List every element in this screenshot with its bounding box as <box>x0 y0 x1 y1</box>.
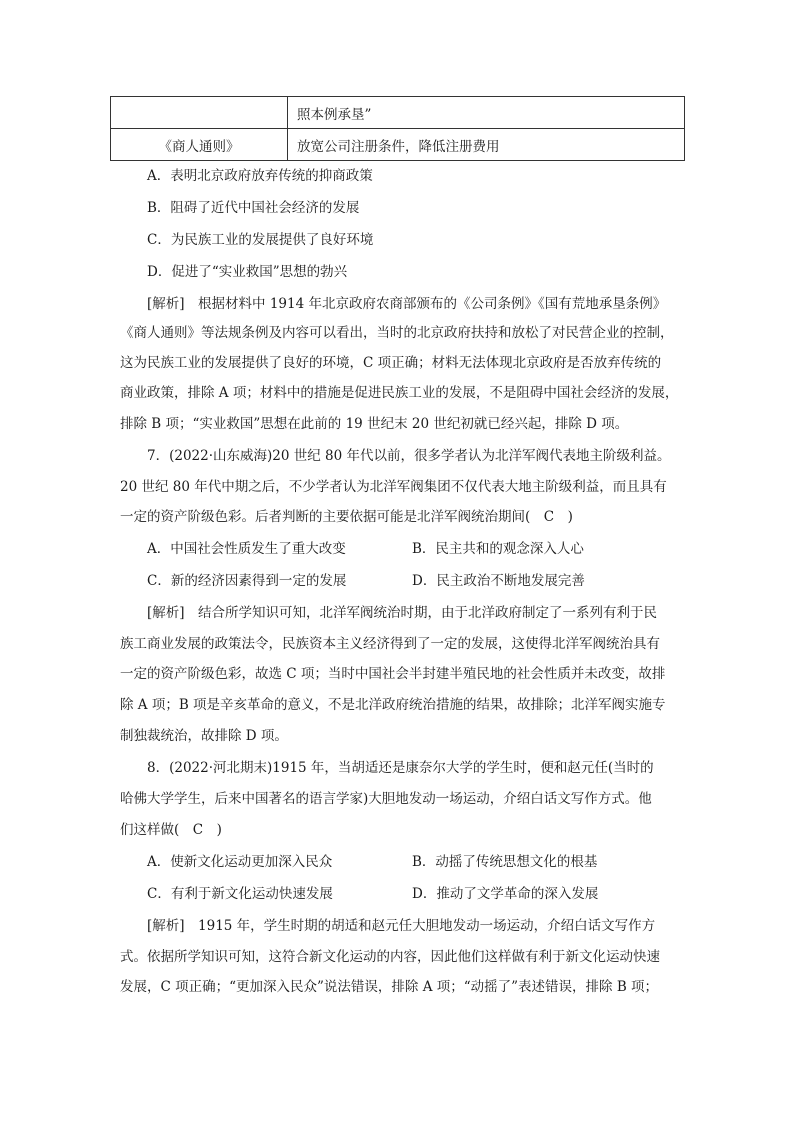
q6-analysis-line: 排除 B 项；“实业救国”思想在此前的 19 世纪末 20 世纪初就已经兴起，排除 D 项。 <box>120 416 629 432</box>
q8-option-b: B．动摇了传统思想文化的根基 <box>412 854 598 870</box>
q8-stem-line: 们这样做( C ) <box>120 822 222 838</box>
table-cell: 《商人通则》 <box>111 129 288 161</box>
table-cell: 照本例承垦” <box>288 97 685 129</box>
q8-option-a: A．使新文化运动更加深入民众 <box>147 854 333 870</box>
q6-analysis-line: [解析] 根据材料中 1914 年北京政府农商部颁布的《公司条例》《国有荒地承垦条例》 <box>147 296 667 312</box>
q8-analysis-line: [解析] 1915 年，学生时期的胡适和赵元任大胆地发动一场运动，介绍白话文写作方 <box>147 918 656 934</box>
q8-option-d: D．推动了文学革命的深入发展 <box>412 886 599 902</box>
q7-option-d: D．民主政治不断地发展完善 <box>412 573 585 589</box>
q6-option-a: A．表明北京政府放弃传统的抑商政策 <box>147 168 373 184</box>
q7-analysis-line: 族工商业发展的政策法令，民族资本主义经济得到了一定的发展，这使得北洋军阀统治具有 <box>120 636 660 652</box>
q7-option-c: C．新的经济因素得到一定的发展 <box>147 573 347 589</box>
q6-option-d: D．促进了“实业救国”思想的勃兴 <box>147 264 348 280</box>
table-cell: 放宽公司注册条件，降低注册费用 <box>288 129 685 161</box>
q6-option-b: B．阻碍了近代中国社会经济的发展 <box>147 200 360 216</box>
q7-analysis-line: 制独裁统治，故排除 D 项。 <box>120 728 288 744</box>
table-row <box>111 129 685 161</box>
q6-analysis-line: 这为民族工业的发展提供了良好的环境，C 项正确；材料无法体现北京政府是否放弃传统的 <box>120 355 662 371</box>
table-row <box>111 97 685 129</box>
policy-table <box>110 96 685 161</box>
q8-analysis-line: 式。依据所学知识可知，这符合新文化运动的内容，因此他们这样做有利于新文化运动快速 <box>120 949 660 965</box>
q8-stem-line: 哈佛大学学生，后来中国著名的语言学家)大胆地发动一场运动，介绍白话文写作方式。他 <box>120 791 652 807</box>
q8-stem-line: 8．(2022·河北期末)1915 年，当胡适还是康奈尔大学的学生时，便和赵元任(当时的 <box>147 760 654 776</box>
q8-option-c: C．有利于新文化运动快速发展 <box>147 886 333 902</box>
q7-stem-line: 20 世纪 80 年代中期之后，不少学者认为北洋军阀集团不仅代表大地主阶级利益，而且具有 <box>120 479 667 495</box>
table-cell <box>111 97 288 129</box>
q7-option-a: A．中国社会性质发生了重大改变 <box>147 541 346 557</box>
q8-analysis-line: 发展，C 项正确；“更加深入民众”说法错误，排除 A 项；“动摇了”表述错误，排除 B 项； <box>120 979 659 995</box>
q7-stem-line: 7．(2022·山东威海)20 世纪 80 年代以前，很多学者认为北洋军阀代表地主阶级利益。 <box>147 448 671 464</box>
q7-stem-line: 一定的资产阶级色彩。后者判断的主要依据可能是北洋军阀统治期间( C ) <box>120 509 573 525</box>
q7-analysis-line: 一定的资产阶级色彩，故选 C 项；当时中国社会半封建半殖民地的社会性质并未改变，故排 <box>120 666 666 682</box>
q6-analysis-line: 商业政策，排除 A 项；材料中的措施是促进民族工业的发展，不是阻碍中国社会经济的发展， <box>120 385 679 401</box>
q7-analysis-line: 除 A 项；B 项是辛亥革命的意义，不是北洋政府统治措施的结果，故排除；北洋军阀实施专 <box>120 697 666 713</box>
q6-option-c: C．为民族工业的发展提供了良好环境 <box>147 232 374 248</box>
q7-analysis-line: [解析] 结合所学知识可知，北洋军阀统治时期，由于北洋政府制定了一系列有利于民 <box>147 605 658 621</box>
q6-analysis-line: 《商人通则》等法规条例及内容可以看出，当时的北京政府扶持和放松了对民营企业的控制， <box>120 325 674 341</box>
q7-option-b: B．民主共和的观念深入人心 <box>412 541 584 557</box>
